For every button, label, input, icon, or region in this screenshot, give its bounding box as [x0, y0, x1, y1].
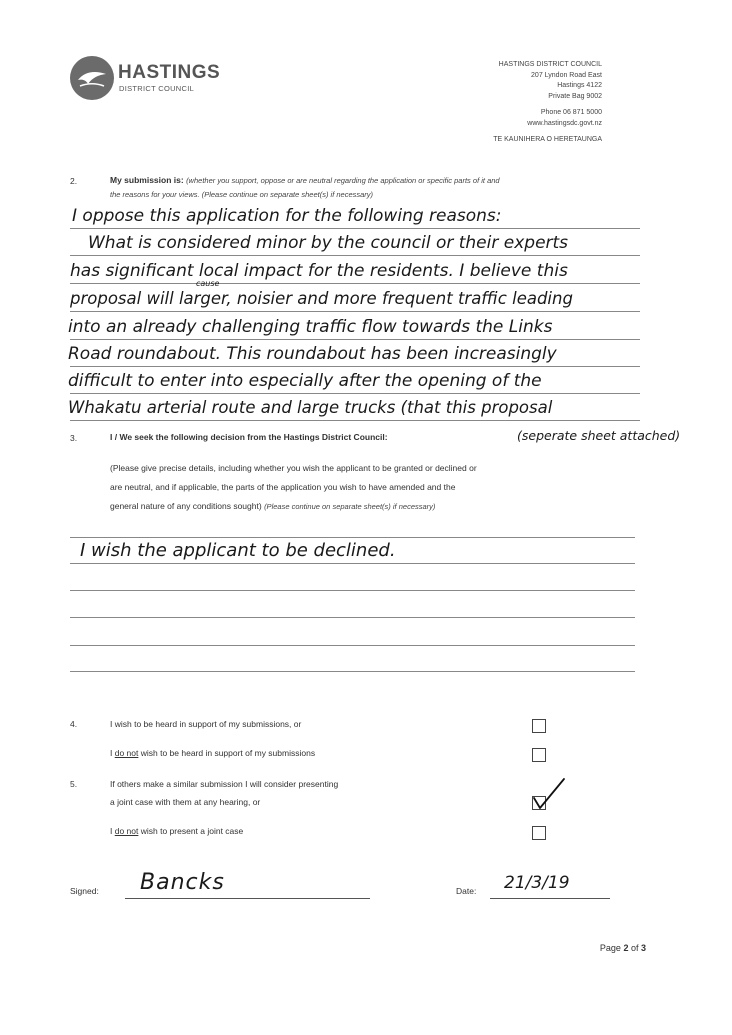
option-not-heard-prefix: I — [110, 748, 115, 758]
option-joint-line-1: If others make a similar submission I will consider presenting — [110, 779, 339, 789]
writing-rule — [70, 671, 635, 672]
writing-rule — [70, 645, 635, 646]
option-no-joint-prefix: I — [110, 826, 115, 836]
writing-rule — [70, 563, 635, 564]
handwritten-line: Road roundabout. This roundabout has been increasingly — [68, 344, 557, 364]
page-prefix: Page — [599, 943, 624, 953]
option-no-joint-emph: do not — [114, 826, 139, 836]
writing-rule — [70, 366, 640, 367]
handwritten-line: I oppose this application for the following reasons: — [72, 206, 502, 226]
option-not-heard-suffix: wish to be heard in support of my submissions — [138, 748, 316, 758]
writing-rule — [70, 228, 640, 229]
page-total: 3 — [640, 943, 646, 953]
phone-number: Phone 06 871 5000 — [540, 109, 602, 116]
writing-rule — [70, 537, 635, 538]
handwritten-insertion: cause — [196, 279, 220, 288]
logo-title: HASTINGS — [118, 62, 221, 83]
section-2-note-line-2: the reasons for your views. (Please continue on separate sheet(s) if necessary) — [110, 190, 374, 199]
section-4-number: 4. — [70, 719, 78, 729]
section-2-heading: My submission is: — [110, 175, 184, 185]
continuation-note: (seperate sheet attached) — [517, 428, 681, 443]
not-heard-checkbox[interactable] — [532, 748, 546, 762]
signed-label: Signed: — [70, 886, 99, 896]
section-2-heading-row — [110, 175, 500, 185]
section-3-details-line-3-row — [110, 501, 435, 511]
handwritten-line: Whakatu arterial route and large trucks (that this proposal — [68, 398, 553, 417]
section-5-number: 5. — [70, 779, 78, 789]
maori-name: TE KAUNIHERA O HERETAUNGA — [493, 136, 602, 143]
handwritten-decision: I wish the applicant to be declined. — [80, 540, 396, 561]
date-line — [490, 898, 610, 899]
council-logo-emblem — [70, 56, 114, 100]
signature: Bancks — [140, 870, 225, 895]
page-number — [600, 943, 646, 953]
writing-rule — [70, 339, 640, 340]
section-3-details-line-2: are neutral, and if applicable, the parts of the application you wish to have amended and the — [110, 482, 456, 492]
handwritten-line: proposal will larger, noisier and more frequent traffic leading — [70, 289, 573, 308]
section-2-note-line-1: (whether you support, oppose or are neutral regarding the application or specific parts of it and — [186, 176, 500, 185]
section-3-details-note: (Please continue on separate sheet(s) if necessary) — [264, 502, 436, 511]
no-joint-case-checkbox[interactable] — [532, 826, 546, 840]
writing-rule — [70, 283, 640, 284]
handwritten-line: What is considered minor by the council or their experts — [88, 233, 569, 253]
date-value: 21/3/19 — [504, 873, 570, 893]
writing-rule — [70, 590, 635, 591]
writing-rule — [70, 617, 635, 618]
section-3-number: 3. — [70, 433, 78, 443]
writing-rule — [70, 311, 640, 312]
date-label: Date: — [456, 886, 477, 896]
option-no-joint-suffix: wish to present a joint case — [138, 826, 244, 836]
checkmark-icon — [528, 776, 568, 812]
website: www.hastingsdc.govt.nz — [527, 119, 602, 127]
address-line: Hastings 4122 — [557, 82, 602, 89]
writing-rule — [70, 420, 640, 421]
writing-rule — [70, 255, 640, 256]
option-joint-line-2: a joint case with them at any hearing, or — [110, 797, 261, 807]
section-3-details-line-3: general nature of any conditions sought) — [110, 501, 262, 511]
option-not-heard-label — [110, 748, 315, 758]
writing-rule — [70, 393, 640, 394]
address-line: HASTINGS DISTRICT COUNCIL — [498, 61, 602, 68]
section-3-details-line-1: (Please give precise details, including whether you wish the applicant to be granted or declined or — [110, 463, 477, 473]
bird-logo-icon — [70, 56, 114, 100]
handwritten-line: has significant local impact for the residents. I believe this — [70, 261, 568, 281]
page-of: of — [628, 943, 641, 953]
handwritten-line: into an already challenging traffic flow towards the Links — [68, 317, 553, 337]
handwritten-line: difficult to enter into especially after the opening of the — [68, 371, 542, 391]
section-2-number: 2. — [70, 176, 78, 186]
signature-line — [125, 898, 370, 899]
section-3-heading: I / We seek the following decision from the Hastings District Council: — [110, 432, 388, 442]
logo-subtitle: DISTRICT COUNCIL — [119, 84, 195, 93]
option-not-heard-emph: do not — [114, 748, 139, 758]
option-no-joint-label — [110, 826, 243, 836]
page-current: 2 — [623, 943, 629, 953]
council-address-block — [402, 60, 602, 146]
address-line: Private Bag 9002 — [548, 92, 602, 100]
option-heard-label: I wish to be heard in support of my submissions, or — [110, 719, 302, 729]
address-line: 207 Lyndon Road East — [531, 71, 602, 79]
heard-checkbox[interactable] — [532, 719, 546, 733]
